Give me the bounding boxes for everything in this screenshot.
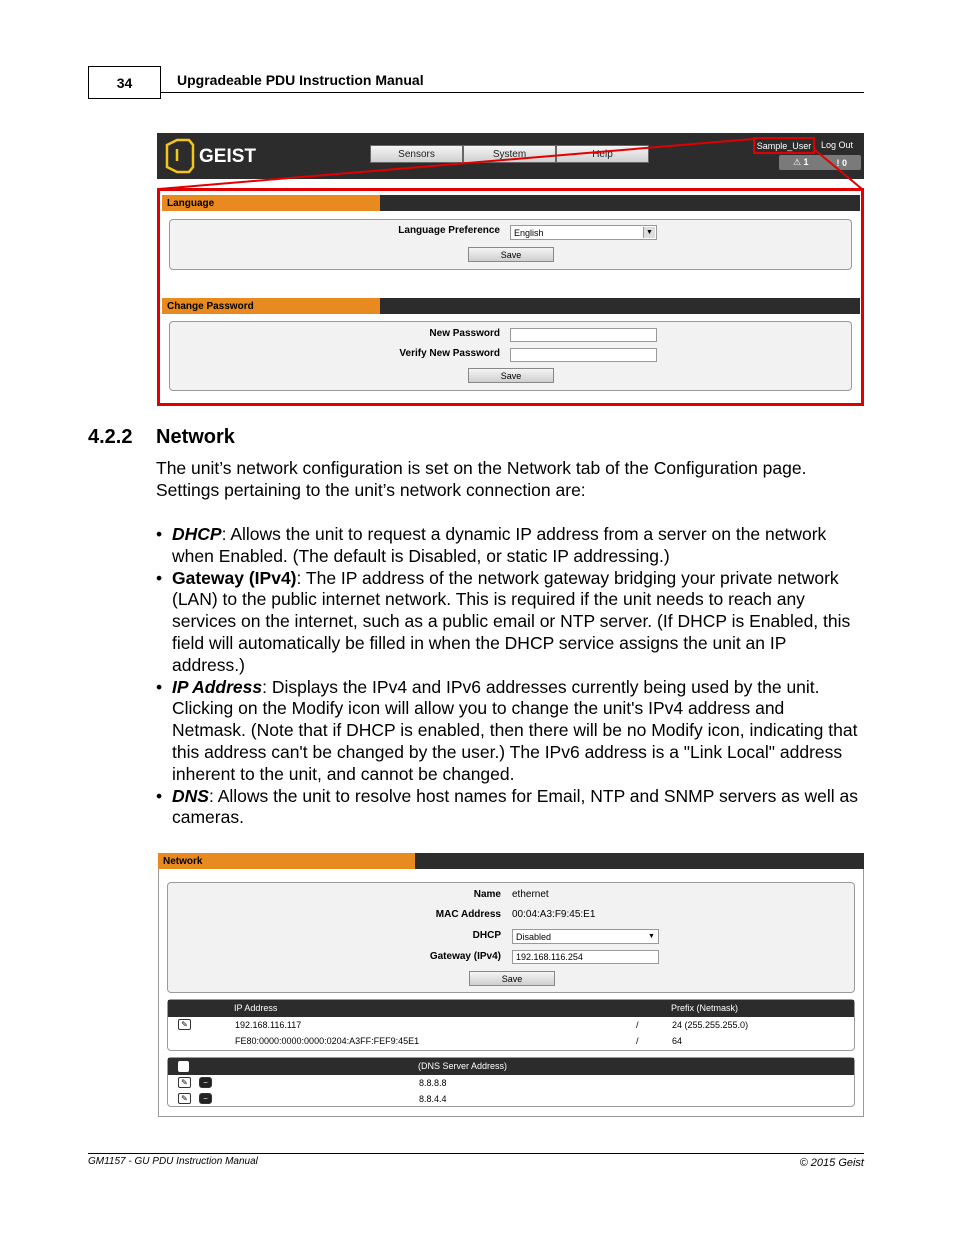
network-header: Network (158, 853, 415, 869)
gateway-label: Gateway (IPv4) (429, 951, 501, 962)
alarm-critical-count: ! 0 (836, 157, 848, 168)
mac-label: MAC Address (435, 909, 501, 920)
password-header: Change Password (162, 298, 380, 314)
network-screenshot (158, 853, 864, 1117)
password-save-button[interactable]: Save (468, 368, 554, 383)
user-settings-screenshot (157, 133, 864, 406)
table-row (168, 1091, 854, 1107)
dhcp-label: DHCP (472, 930, 501, 941)
callout-lines (157, 133, 864, 193)
dns-column-header: (DNS Server Address) (418, 1061, 508, 1071)
language-panel (169, 219, 852, 270)
ip-column-header: IP Address (234, 1003, 278, 1013)
ip-table (167, 999, 855, 1051)
ip-separator: / (636, 1036, 639, 1046)
dropdown-arrow-icon: ▼ (646, 931, 657, 942)
ip-table-header (168, 1000, 854, 1017)
list-item: • Gateway (IPv4): The IP address of the network gateway bridging your private network (LAN) to the public internet network. This is required if the unit needs to reach any services on the internet, such as a public email or NTP server. (If DHCP is Enabled, this field will automatically be filled in when the DHCP service assigns the unit an IP address.) (156, 567, 851, 675)
nav-help[interactable]: Help (556, 145, 649, 163)
table-row (168, 1017, 854, 1033)
dhcp-select[interactable] (512, 929, 659, 944)
add-dns-icon[interactable]: + (178, 1061, 189, 1072)
network-settings-panel (167, 882, 855, 993)
nav-sensors[interactable]: Sensors (370, 145, 463, 163)
bullet-term: Gateway (IPv4) (172, 567, 297, 588)
table-row (168, 1033, 854, 1049)
section-number: 4.2.2 (88, 426, 133, 448)
language-select[interactable] (510, 225, 657, 240)
bullet-term: DNS (172, 785, 209, 806)
verify-password-label: Verify New Password (399, 348, 500, 359)
prefix-value: 24 (255.255.255.0) (672, 1020, 749, 1030)
dns-table-header (168, 1058, 854, 1075)
nav-system[interactable]: System (463, 145, 556, 163)
modify-icon[interactable]: ✎ (178, 1093, 191, 1104)
section-heading (88, 426, 235, 449)
modify-icon[interactable]: ✎ (178, 1019, 191, 1030)
language-save-button[interactable]: Save (468, 247, 554, 262)
language-pref-label: Language Preference (398, 225, 500, 236)
intro-paragraph: The unit’s network configuration is set on the Network tab of the Configuration page. Settings pertaining to the unit’s network connection are: (156, 458, 807, 500)
password-header-bar (162, 298, 860, 314)
password-section (162, 298, 860, 381)
name-label: Name (473, 889, 501, 900)
list-item: • DNS: Allows the unit to resolve host names for Email, NTP and SNMP servers as well as cameras. (156, 785, 859, 828)
bullet-text: : Allows the unit to request a dynamic IP address from a server on the network when Enabled. (The default is Disabled, or static IP addressing.) (172, 524, 827, 566)
network-header-bar (158, 853, 864, 869)
language-section (162, 195, 860, 260)
name-value: ethernet (512, 889, 549, 900)
gateway-field[interactable]: 192.168.116.254 (512, 950, 659, 964)
prefix-value: 64 (672, 1036, 683, 1046)
password-panel (169, 321, 852, 391)
ip-value: FE80:0000:0000:0000:0204:A3FF:FEF9:45E1 (235, 1036, 420, 1046)
delete-icon[interactable]: − (199, 1093, 212, 1104)
modify-icon[interactable]: ✎ (178, 1077, 191, 1088)
page-title: Upgradeable PDU Instruction Manual (177, 72, 424, 88)
delete-icon[interactable]: − (199, 1077, 212, 1088)
language-select-value: English (514, 227, 544, 238)
logo-text: GEIST (199, 146, 257, 167)
dns-value: 8.8.4.4 (419, 1094, 447, 1104)
footer-doc-id: GM1157 - GU PDU Instruction Manual (88, 1156, 258, 1167)
dns-table (167, 1057, 855, 1107)
bullet-text: : Displays the IPv4 and IPv6 addresses currently being used by the unit. Clicking on the Modify icon will allow you to change the unit's IPv4 address and Netmask. (Note that if DHCP is enabled, then there will be no Modify icon, indicating that this address can't be changed by the user.) The IPv6 address is a "Link Local" address inherent to the unit, and cannot be changed. (172, 676, 858, 784)
list-item: • DHCP: Allows the unit to request a dynamic IP address from a server on the network when Enabled. (The default is Disabled, or static IP addressing.) (156, 524, 827, 566)
bullet-text: : Allows the unit to resolve host names for Email, NTP and SNMP servers as well as cameras. (172, 785, 859, 828)
dns-value: 8.8.8.8 (419, 1078, 447, 1088)
language-header-bar (162, 195, 860, 211)
user-name-link[interactable]: Sample_User (753, 137, 815, 154)
page-number: 34 (88, 66, 161, 99)
header-rule (161, 92, 864, 93)
dropdown-arrow-icon: ▼ (643, 227, 655, 238)
bullet-term: DHCP (172, 524, 222, 544)
prefix-column-header: Prefix (Netmask) (671, 1003, 739, 1013)
settings-list (156, 524, 861, 829)
mac-value: 00:04:A3:F9:45:E1 (512, 909, 596, 920)
footer-copyright: © 2015 Geist (799, 1157, 864, 1169)
network-save-button[interactable]: Save (469, 971, 555, 986)
footer-rule (88, 1153, 864, 1154)
bullet-text: : The IP address of the network gateway bridging your private network (LAN) to the public internet network. This is required if the unit needs to reach any services on the internet, such as a public email or NTP server. (If DHCP is Enabled, this field will automatically be filled in when the DHCP service assigns the unit an IP address.) (172, 567, 851, 675)
language-header: Language (162, 195, 380, 211)
new-password-field[interactable] (510, 328, 657, 342)
dhcp-select-value: Disabled (516, 931, 552, 942)
table-row (168, 1075, 854, 1091)
list-item: • IP Address: Displays the IPv4 and IPv6 addresses currently being used by the unit. Clicking on the Modify icon will allow you to change the unit's IPv4 address and Netmask. (Note that if DHCP is enabled, then there will be no Modify icon, indicating that this address can't be changed by the user.) The IPv6 address is a "Link Local" address inherent to the unit, and cannot be changed. (156, 676, 858, 784)
alarm-warning-count: ⚠ 1 (792, 157, 809, 167)
new-password-label: New Password (429, 328, 500, 339)
ip-separator: / (636, 1020, 639, 1030)
section-title: Network (156, 426, 235, 448)
logout-link[interactable]: Log Out (821, 140, 854, 150)
verify-password-field[interactable] (510, 348, 657, 362)
ip-value: 192.168.116.117 (235, 1020, 302, 1030)
bullet-term: IP Address (172, 676, 263, 697)
